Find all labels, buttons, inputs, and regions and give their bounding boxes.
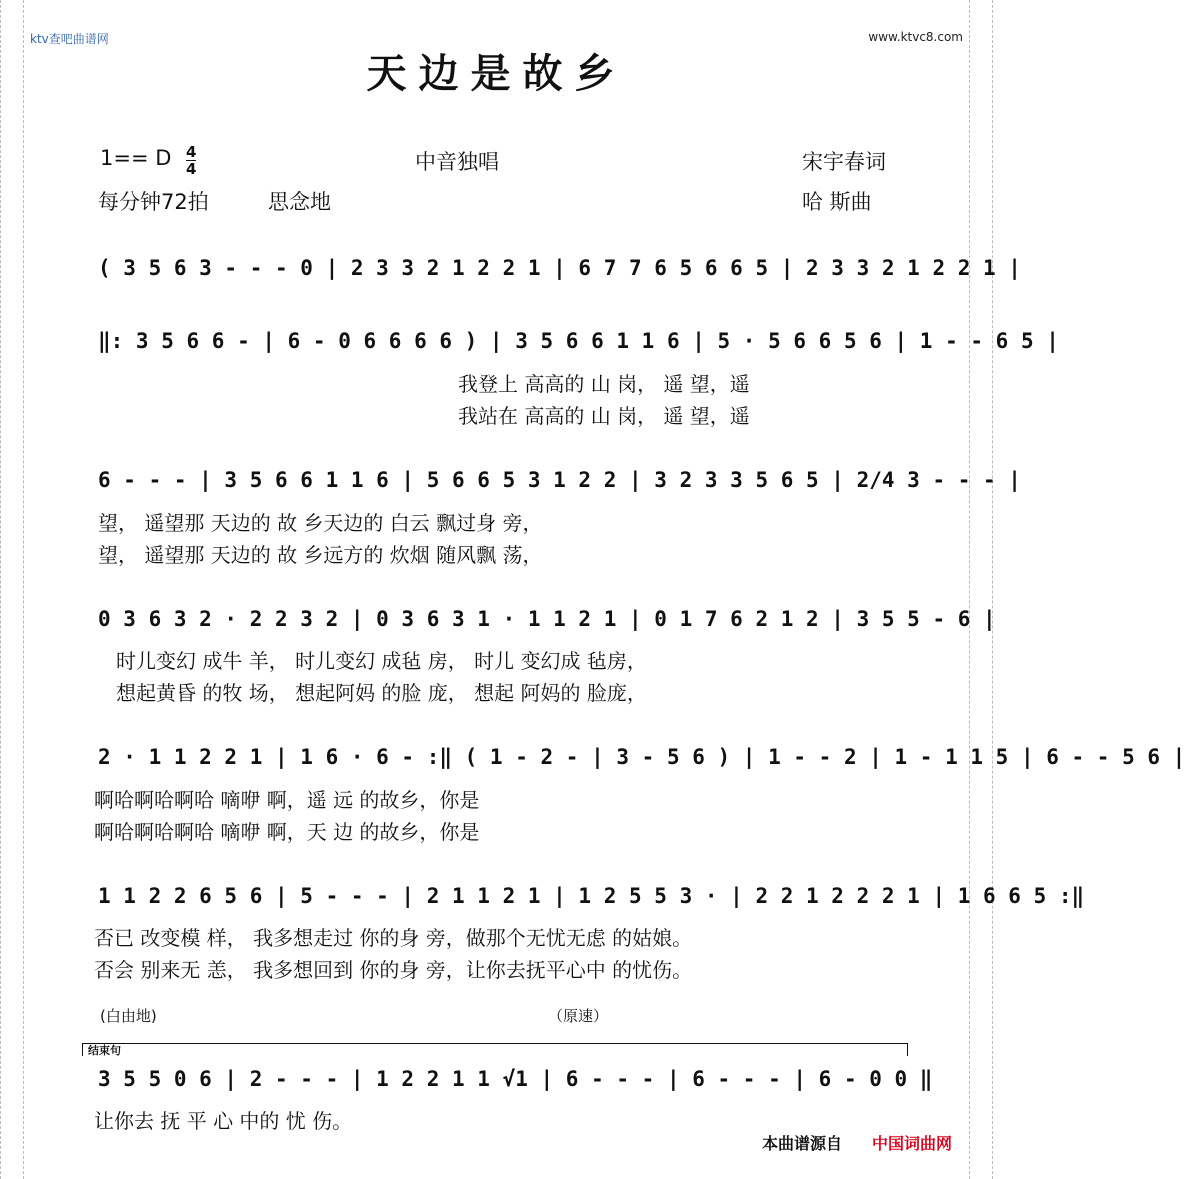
mood-marking: 思念地 — [268, 190, 331, 214]
watermark-right: www.ktvc8.com — [868, 30, 963, 44]
lyric-line-1a: 我登上 高高的 山 岗， 遥 望，遥 — [458, 372, 750, 396]
tempo-marking: 每分钟72拍 — [98, 190, 209, 214]
lyric-line-2a: 望， 遥望那 天边的 故 乡天边的 白云 飘过身 旁， — [98, 511, 543, 535]
right-margin-rail — [969, 0, 993, 1179]
song-title: 天边是故乡 — [366, 50, 627, 97]
performance-type: 中音独唱 — [415, 150, 499, 174]
free-tempo-marking: (白由地) — [100, 1007, 157, 1025]
lyricist-credit: 宋宇春词 — [802, 150, 886, 174]
lyric-line-6: 让你去 抚 平 心 中的 忧 伤。 — [94, 1109, 353, 1133]
lyric-line-2b: 望， 遥望那 天边的 故 乡远方的 炊烟 随风飘 荡， — [98, 543, 543, 567]
ending-label: 结束句 — [88, 1044, 121, 1057]
time-signature — [186, 144, 196, 177]
source-prefix: 本曲谱源自 — [762, 1134, 843, 1153]
lyric-line-3a: 时儿变幻 成牛 羊， 时儿变幻 成毡 房， 时儿 变幻成 毡房， — [116, 649, 647, 673]
notation-line-3: 6 - - - | 3 5 6 6 1 1 6 | 5 6 6 5 3 1 2 2 | 3 2 3 3 5 6 5 | 2/4 3 - - - | — [98, 468, 1021, 492]
ending-bracket — [82, 1043, 908, 1056]
composer-credit: 哈 斯曲 — [802, 190, 872, 214]
key-signature: 1== D — [100, 146, 172, 170]
notation-line-1: ( 3 5 6 3 - - - 0 | 2 3 3 2 1 2 2 1 | 6 7 7 6 5 6 6 5 | 2 3 3 2 1 2 2 1 | — [98, 256, 1021, 280]
time-signature-top: 4 — [186, 143, 197, 161]
lyric-line-3b: 想起黄昏 的牧 场， 想起阿妈 的脸 庞， 想起 阿妈的 脸庞， — [116, 681, 647, 705]
left-margin-rail — [0, 0, 24, 1179]
lyric-line-4a: 啊哈啊哈啊哈 嘀咿 啊，遥 远 的故乡，你是 — [94, 788, 480, 812]
notation-line-6: 1 1 2 2 6 5 6 | 5 - - - | 2 1 1 2 1 | 1 2 5 5 3 · | 2 2 1 2 2 2 1 | 1 6 6 5 :‖ — [98, 884, 1085, 908]
notation-line-5: 2 · 1 1 2 2 1 | 1 6 · 6 - :‖ ( 1 - 2 - | 3 - 5 6 ) | 1 - - 2 | 1 - 1 1 5 | 6 - - 5 6 | — [98, 745, 1185, 769]
lyric-line-4b: 啊哈啊哈啊哈 嘀咿 啊，天 边 的故乡，你是 — [94, 820, 480, 844]
notation-line-4: 0 3 6 3 2 · 2 2 3 2 | 0 3 6 3 1 · 1 1 2 1 | 0 1 7 6 2 1 2 | 3 5 5 - 6 | — [98, 607, 996, 631]
notation-line-2: ‖: 3 5 6 6 - | 6 - 0 6 6 6 6 ) | 3 5 6 6 1 1 6 | 5 · 5 6 6 5 6 | 1 - - 6 5 | — [98, 329, 1059, 353]
original-tempo-marking: （原速） — [548, 1007, 609, 1025]
lyric-line-1b: 我站在 高高的 山 岗， 遥 望，遥 — [458, 404, 750, 428]
lyric-line-5a: 否已 改变模 样， 我多想走过 你的身 旁，做那个无忧无虑 的姑娘。 — [94, 926, 693, 950]
time-signature-bottom: 4 — [186, 160, 197, 178]
lyric-line-5b: 否会 别来无 恙， 我多想回到 你的身 旁，让你去抚平心中 的忧伤。 — [94, 958, 693, 982]
watermark-left: ktv查吧曲谱网 — [30, 32, 109, 46]
source-site-link[interactable]: 中国词曲网 — [872, 1134, 953, 1153]
notation-line-7: 3 5 5 0 6 | 2 - - - | 1 2 2 1 1 √1 | 6 - - - | 6 - - - | 6 - 0 0 ‖ — [98, 1067, 933, 1091]
